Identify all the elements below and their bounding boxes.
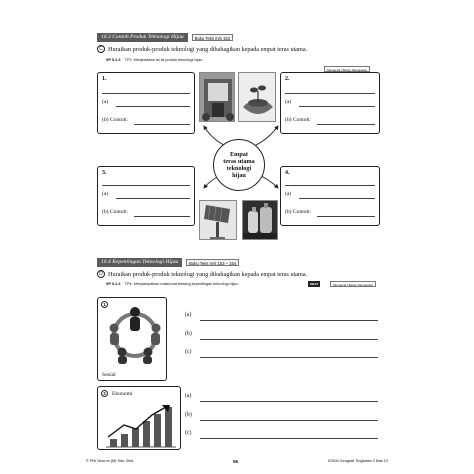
answer-line[interactable] (200, 339, 378, 340)
answer-line[interactable] (299, 106, 375, 107)
answer-line[interactable] (134, 216, 190, 217)
answer-box-4 (280, 166, 380, 226)
sp-code: SP 9.2.3 (106, 58, 121, 62)
answer-box-1 (97, 72, 195, 134)
answer-line[interactable] (116, 198, 190, 199)
divider-line (102, 93, 190, 94)
ekonomi-row-b: (b) (185, 412, 192, 418)
textbook-reference: Buku Teks m/s 152 (192, 34, 233, 41)
worksheet-page (82, 22, 394, 464)
question-d (97, 270, 307, 278)
divider-line (102, 185, 190, 186)
economy-icon-box (97, 386, 181, 450)
row-b-label: (b) Contoh: (102, 209, 128, 215)
center-line-3: teknologi (226, 165, 252, 172)
item-number: 1 (101, 301, 108, 308)
standard-line (106, 58, 203, 62)
answer-line[interactable] (134, 124, 190, 125)
row-a-label: (a) (285, 191, 292, 197)
sp-code: SP 9.2.4 (106, 282, 121, 286)
center-line-2: teras utama (223, 158, 255, 165)
mastery-tag: Mengenal / Belum Menguasai (324, 66, 370, 72)
answer-line[interactable] (200, 357, 378, 358)
standard-line (106, 282, 239, 286)
row-a-label: (a) (285, 99, 292, 105)
row-b-label: (b) Contoh: (285, 209, 311, 215)
sp-text: TP4: Menyampaikan maklumat tentang kepentingan teknologi hijau. (124, 282, 239, 286)
question-c (97, 45, 307, 53)
row-b-label: (b) Contoh: (285, 117, 311, 123)
social-icon-box (97, 297, 167, 381)
row-a-label: (a) (102, 191, 109, 197)
center-line-4: hijau (232, 172, 246, 179)
center-circle-four-pillars (213, 139, 265, 191)
answer-line[interactable] (116, 106, 190, 107)
item-label: Sosial (102, 372, 116, 378)
box-number: 2. (285, 76, 290, 82)
answer-line[interactable] (200, 420, 378, 421)
answer-line[interactable] (317, 124, 375, 125)
box-number: 3. (102, 170, 107, 176)
answer-line[interactable] (299, 198, 375, 199)
page-number: 55 (233, 459, 239, 464)
question-text: Huraikan produk-produk teknologi yang dibahagikan kepada empat teras utama. (108, 270, 308, 278)
box-number: 4. (285, 170, 290, 176)
footer-copyright: © PNI Neuron (M) Sdn. Bhd. (86, 459, 135, 463)
row-b-label: (b) Contoh: (102, 117, 128, 123)
sosial-row-c: (c) (185, 349, 192, 355)
divider-line (285, 185, 375, 186)
question-text: Huraikan produk-produk teknologi yang dibahagikan kepada empat teras utama. (108, 45, 308, 53)
item-label: Ekonomi (112, 391, 133, 397)
photo-recycled-bottles (242, 200, 278, 240)
growth-chart-icon (104, 403, 178, 449)
sosial-row-b: (b) (185, 331, 192, 337)
footer-book-title: KSSM Geografi Tingkatan 2 Bab 10 (327, 459, 388, 463)
kbat-badge: KBAT (310, 282, 319, 286)
question-letter-c: C (97, 45, 105, 53)
answer-line[interactable] (317, 216, 375, 217)
section-header-10-3 (97, 33, 233, 42)
section-title: 10.3 Contoh Produk Teknologi Hijau (97, 33, 188, 42)
sp-text: TP2: Menjelaskan isi-isi produk teknologi hijau. (124, 58, 204, 62)
divider-line (285, 93, 375, 94)
section-header-10-4 (97, 258, 239, 267)
item-number: 2 (101, 390, 108, 397)
answer-line[interactable] (200, 320, 378, 321)
photo-solar-panel (199, 200, 237, 240)
center-line-1: Empat (230, 151, 248, 158)
people-circle-icon (108, 306, 162, 364)
sosial-row-a: (a) (185, 312, 192, 318)
textbook-reference: Buku Teks m/s 153 – 154 (186, 259, 239, 266)
answer-box-3 (97, 166, 195, 226)
box-number: 1. (102, 76, 107, 82)
mastery-tag: Mengenal / Belum Menguasai (330, 281, 376, 287)
answer-line[interactable] (200, 401, 378, 402)
question-letter-d: D (97, 270, 105, 278)
section-title: 10.4 Kepentingan Teknologi Hijau (97, 258, 182, 267)
answer-line[interactable] (200, 438, 378, 439)
row-a-label: (a) (102, 99, 109, 105)
ekonomi-row-a: (a) (185, 393, 192, 399)
answer-box-2 (280, 72, 380, 134)
ekonomi-row-c: (c) (185, 430, 192, 436)
